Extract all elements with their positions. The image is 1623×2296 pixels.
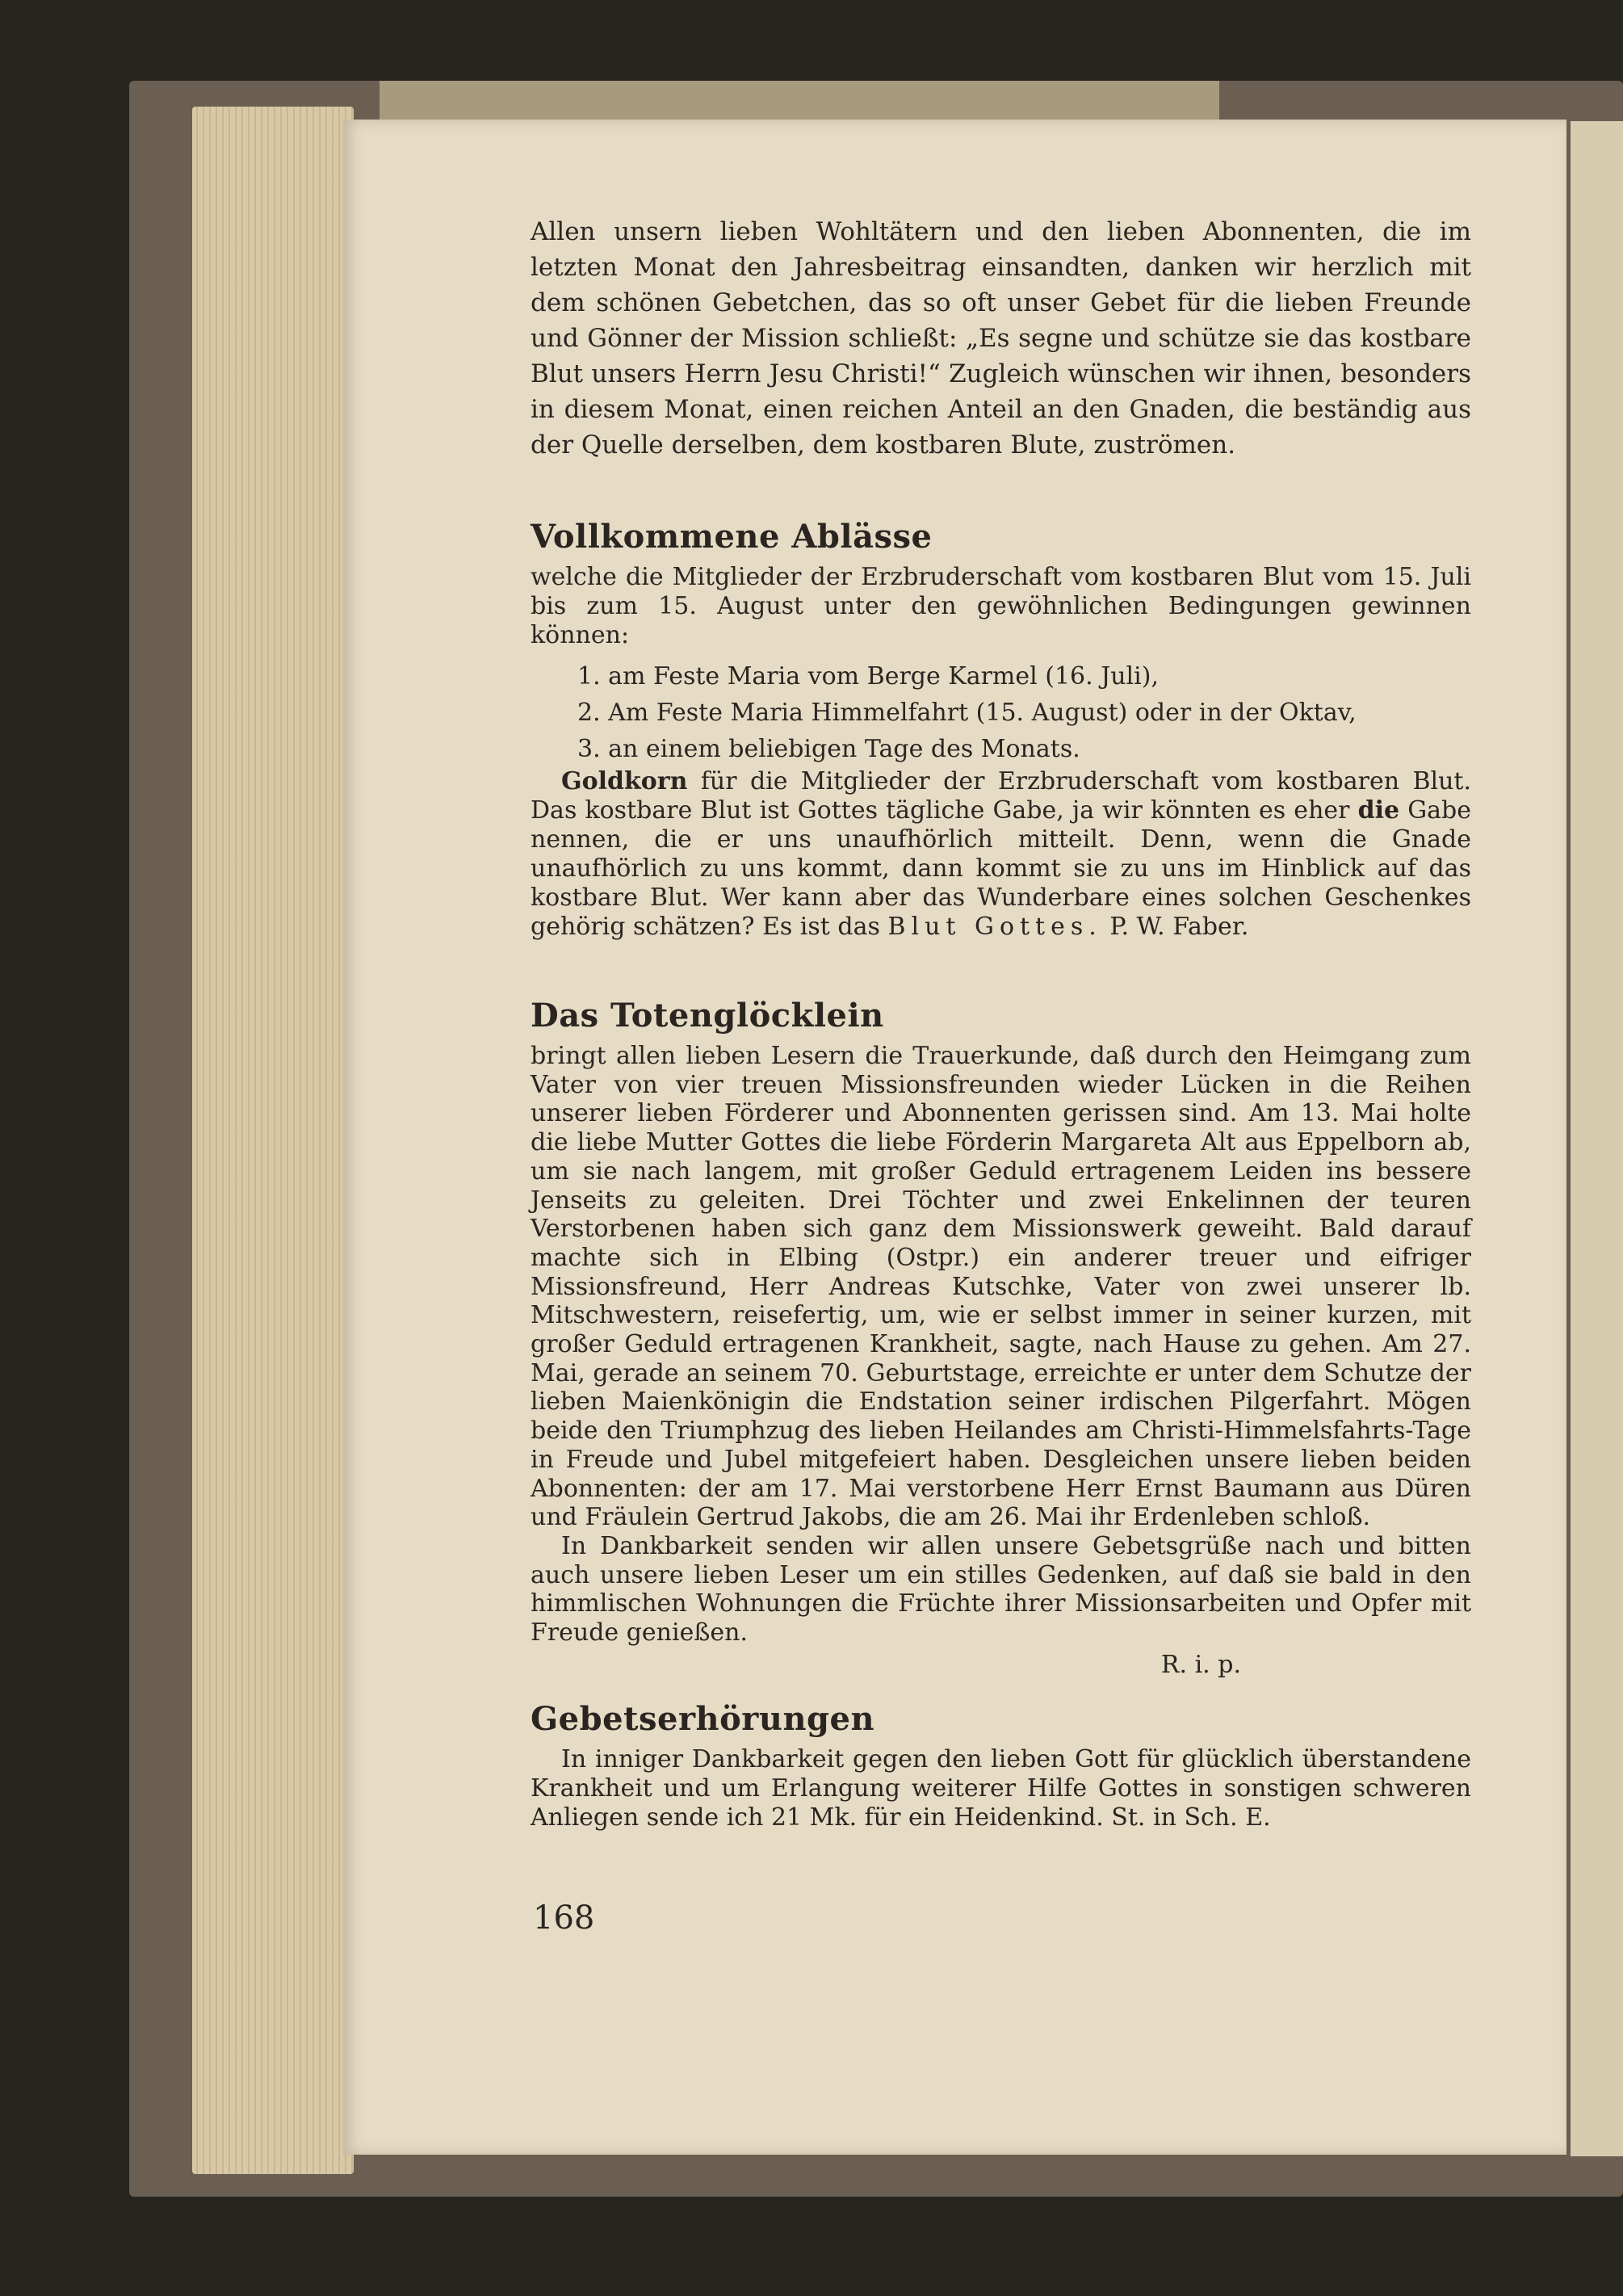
- ablaesse-list: [531, 658, 1471, 767]
- toten-paragraph: bringt allen lieben Lesern die Trauerkunde, daß durch den Heimgang zum Vater von vier treuen Missionsfreunden wieder Lücken in die Reihen unserer lieben Förderer und Abonnenten gerissen sind. Am 13. Mai holte die liebe Mutter Gottes die liebe Förderin Margareta Alt aus Eppelborn ab, um sie nach langem, mit großer Geduld ertragenem Leiden ins bessere Jenseits zu geleiten. Drei Töchter und zwei Enkelinnen der teuren Verstorbenen haben sich ganz dem Missionswerk geweiht. Bald darauf machte sich in Elbing (Ostpr.) ein anderer treuer und eifriger Missionsfreund, Herr Andreas Kutschke, Vater von zwei unserer lb. Mitschwestern, reisefertig, um, wie er selbst immer in seiner kurzen, mit großer Geduld ertragenen Krankheit, sagte, nach Hause zu gehen. Am 27. Mai, gerade an seinem 70. Geburtstage, erreichte er unter dem Schutze der lieben Maienkönigin die Endstation seiner irdischen Pilgerfahrt. Mögen beide den Triumphzug des lieben Heilandes am Christi-Himmelsfahrts-Tage in Freude und Jubel mitgefeiert haben. Desgleichen unsere lieben beiden Abonnenten: der am 17. Mai verstorbene Herr Ernst Baumann aus Düren und Fräulein Gertrud Jakobs, die am 26. Mai ihr Erdenleben schloß.: [531, 1042, 1471, 1532]
- next-page-edge: [1571, 121, 1623, 2156]
- ablaesse-item: 3. an einem beliebigen Tage des Monats.: [577, 735, 1080, 763]
- ablaesse-item: 1. am Feste Maria vom Berge Karmel (16. Juli),: [577, 662, 1159, 690]
- goldkorn-lead: Goldkorn: [561, 767, 688, 795]
- page-stack: [192, 107, 354, 2174]
- toten-paragraph-2: In Dankbarkeit senden wir allen unsere Gebetsgrüße nach und bitten auch unsere lieben Leser um ein stilles Gedenken, auf daß sie bald in den himmlischen Wohnungen die Früchte ihrer Missionsarbeiten und Opfer mit Freude genießen.: [531, 1531, 1471, 1647]
- ablaesse-item: 2. Am Feste Maria Himmelfahrt (15. August) oder in der Oktav,: [577, 699, 1357, 727]
- goldkorn-text: für die Mitglieder der Erzbruderschaft vom kostbaren Blut. Das kostbare Blut ist Gottes tägliche Gabe, ja wir könnten es eher: [531, 767, 1471, 825]
- page-content: [531, 214, 1471, 1832]
- goldkorn-spaced: Blut Gottes.: [887, 913, 1102, 941]
- goldkorn-text: Gabe nennen, die er uns unaufhörlich mitteilt. Denn, wenn die Gnade unaufhörlich zu uns kommt, dann kommt sie zu uns im Hinblick auf das kostbare Blut. Wer kann aber das Wunderbare eines solchen Geschenkes gehörig schätzen? Es ist das: [531, 796, 1471, 941]
- gebet-heading: Gebetserhörungen: [531, 1699, 875, 1738]
- intro-paragraph: Allen unsern lieben Wohltätern und den lieben Abonnenten, die im letzten Monat den Jahresbeitrag einsandten, danken wir herzlich mit dem schönen Gebetchen, das so oft unser Gebet für die lieben Freunde und Gönner der Mission schließt: „Es segne und schütze sie das kostbare Blut unsers Herrn Jesu Christi!“ Zugleich wünschen wir ihnen, besonders in diesem Monat, einen reichen Anteil an den Gnaden, die beständig aus der Quelle derselben, dem kostbaren Blute, zuströmen.: [531, 217, 1471, 460]
- book-cover-edge: [380, 81, 1219, 120]
- ablaesse-text: welche die Mitglieder der Erzbruderschaft vom kostbaren Blut vom 15. Juli bis zum 15. August unter den gewöhnlichen Bedingungen gewinnen können:: [531, 563, 1471, 649]
- toten-heading: Das Totenglöcklein: [531, 997, 884, 1035]
- goldkorn-paragraph: [531, 767, 1471, 942]
- ablaesse-heading: Vollkommene Ablässe: [531, 518, 933, 556]
- gebet-paragraph: In inniger Dankbarkeit gegen den lieben Gott für glücklich überstandene Krankheit und um Erlangung weiterer Hilfe Gottes in sonstigen schweren Anliegen sende ich 21 Mk. für ein Heidenkind. St. in Sch. E.: [531, 1744, 1471, 1832]
- page-number: 168: [533, 1899, 595, 1937]
- goldkorn-signature: P. W. Faber.: [1101, 913, 1249, 941]
- rip-text: R. i. p.: [1160, 1650, 1241, 1679]
- goldkorn-emphasis: die: [1357, 796, 1400, 825]
